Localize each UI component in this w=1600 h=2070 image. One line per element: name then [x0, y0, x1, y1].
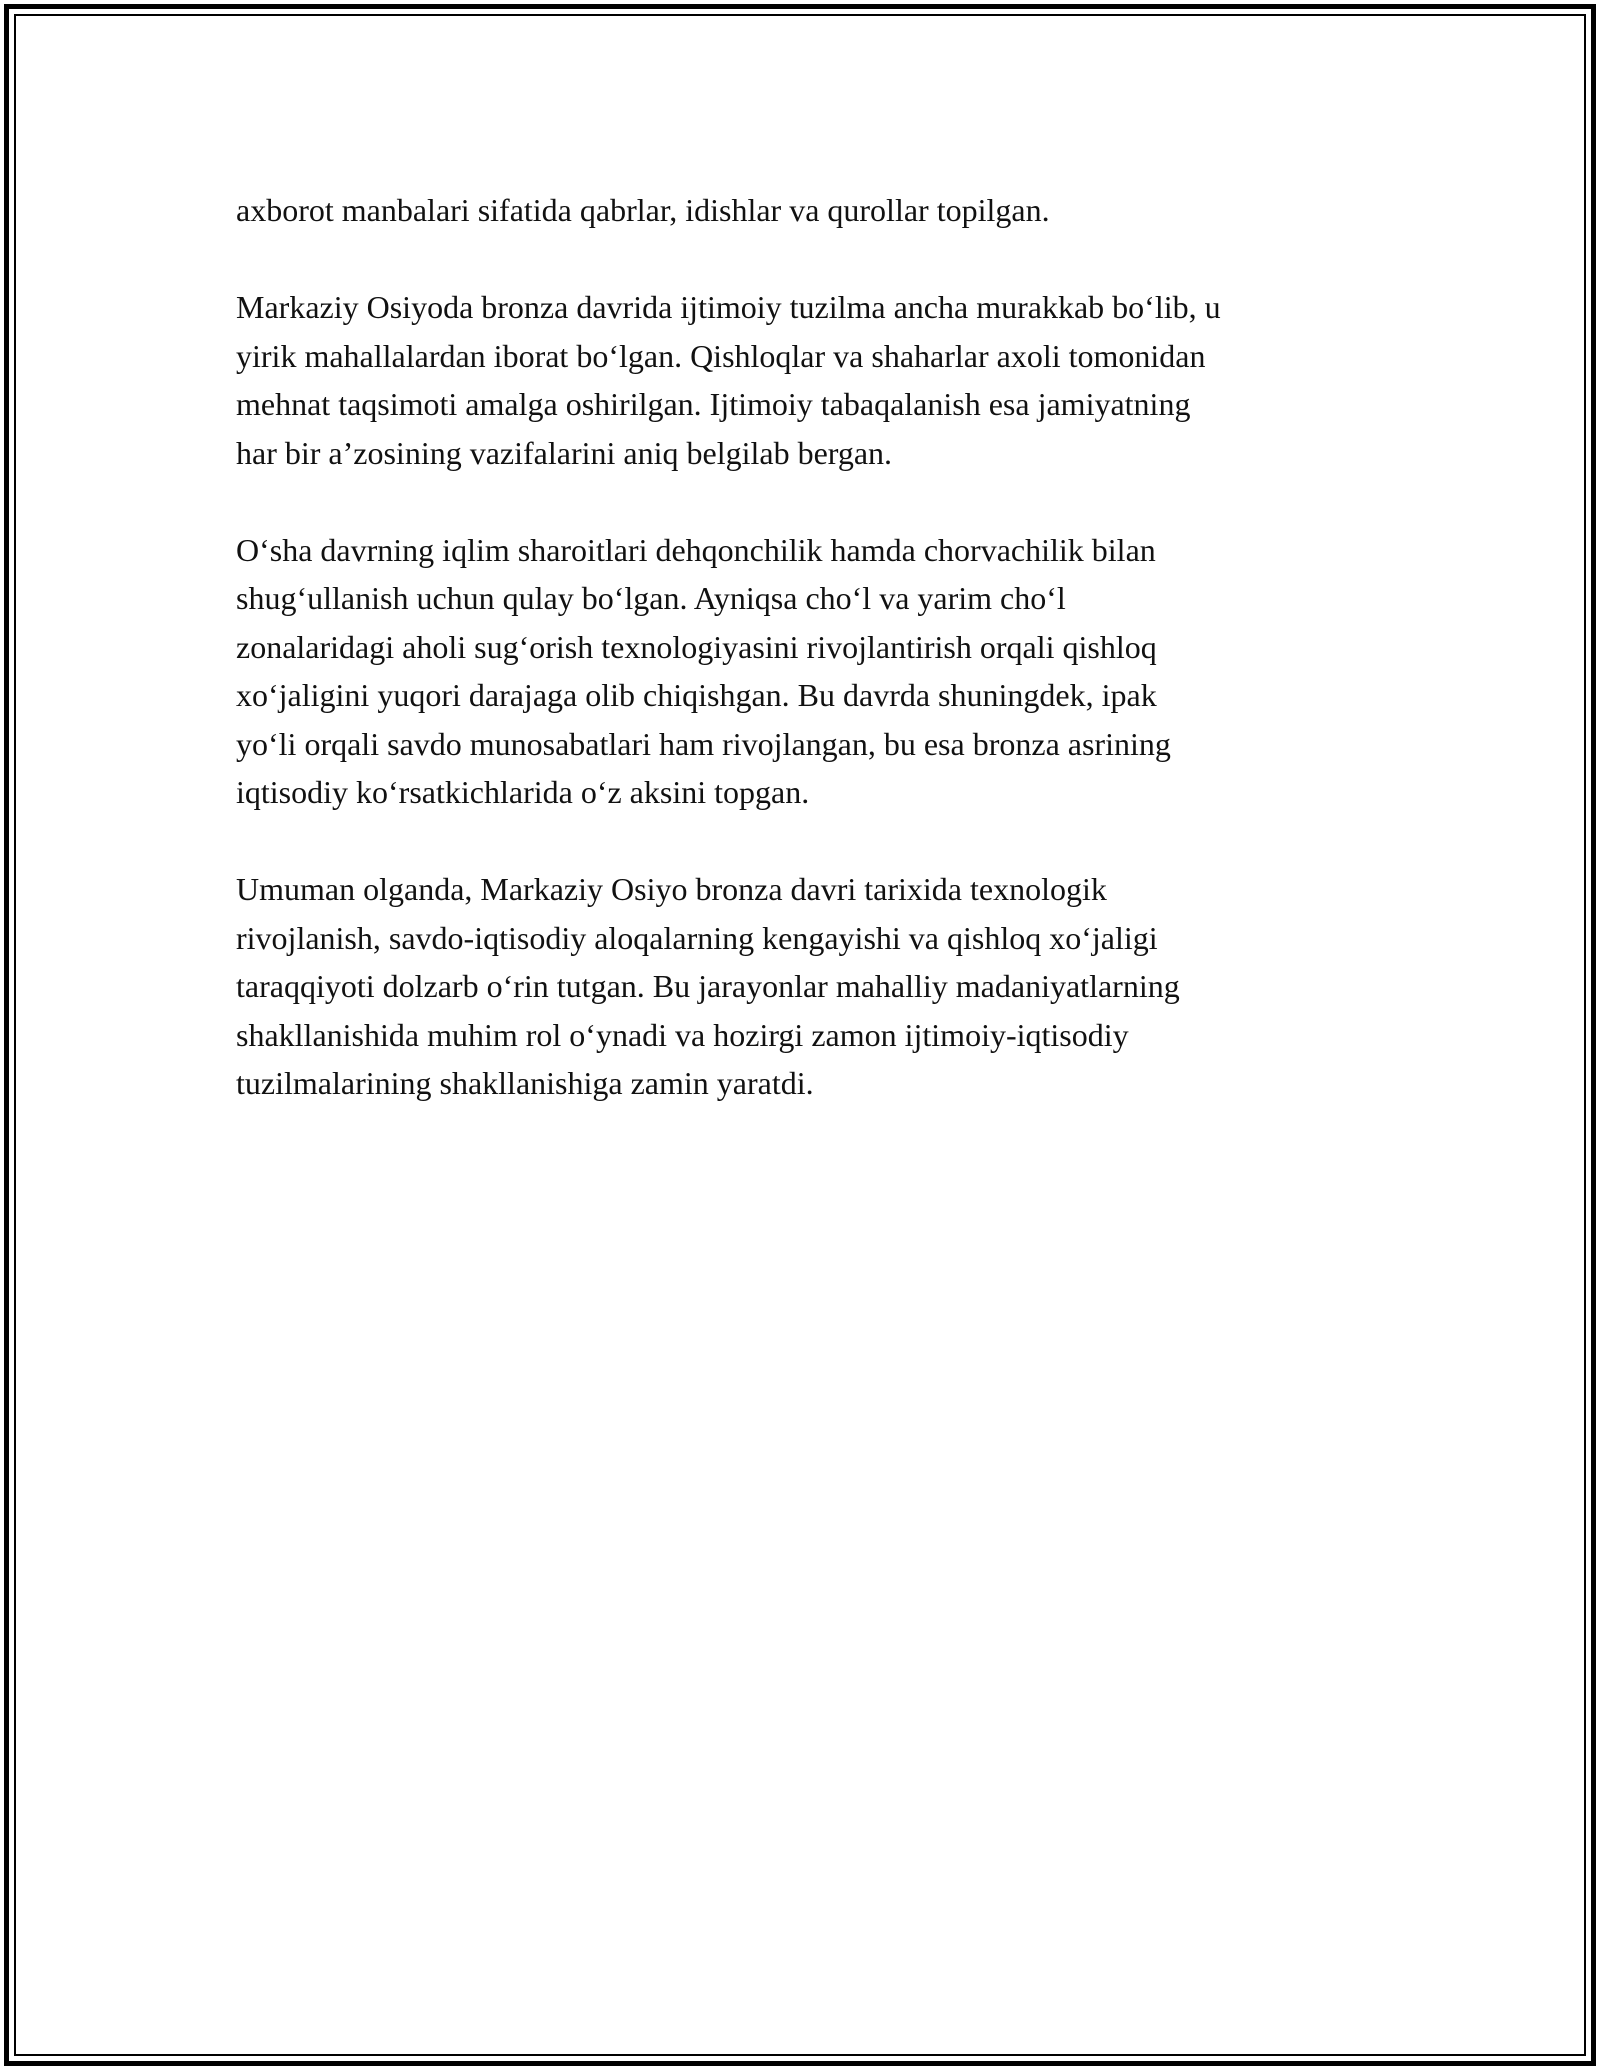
paragraph-climate-agriculture: O‘sha davrning iqlim sharoitlari dehqonchilik hamda chorvachilik bilan shug‘ullanish uchun qulay bo‘lgan. Ayniqsa cho‘l va yarim cho‘l zonalaridagi aholi sug‘orish texnologiyasini rivojlantirish orqali qishloq xo‘jaligini yuqori darajaga olib chiqishgan. Bu davrda shuningdek, ipak yo‘li orqali savdo munosabatlari ham rivojlangan, bu esa bronza asrining iqtisodiy ko‘rsatkichlarida o‘z aksini topgan. [236, 531, 1171, 810]
paragraph-conclusion: Umuman olganda, Markaziy Osiyo bronza davri tarixida texnologik rivojlanish, savdo-iqtisodiy aloqalarning kengayishi va qishloq xo‘jaligi taraqqiyoti dolzarb o‘rin tutgan. Bu jarayonlar mahalliy madaniyatlarning shakllanishida muhim rol o‘ynadi va hozirgi zamon ijtimoiy-iqtisodiy tuzilmalarining shakllanishiga zamin yaratdi. [236, 871, 1180, 1101]
paragraph-social-structure: Markaziy Osiyoda bronza davrida ijtimoiy tuzilma ancha murakkab bo‘lib, u yirik mahallalardan iborat bo‘lgan. Qishloqlar va shaharlar axoli tomonidan mehnat taqsimoti amalga oshirilgan. Ijtimoiy tabaqalanish esa jamiyatning har bir a’zosining vazifalarini aniq belgilab bergan. [236, 289, 1221, 471]
paragraph-continuation: axborot manbalari sifatida qabrlar, idishlar va qurollar topilgan. [236, 192, 1050, 228]
document-body [236, 186, 1376, 1156]
